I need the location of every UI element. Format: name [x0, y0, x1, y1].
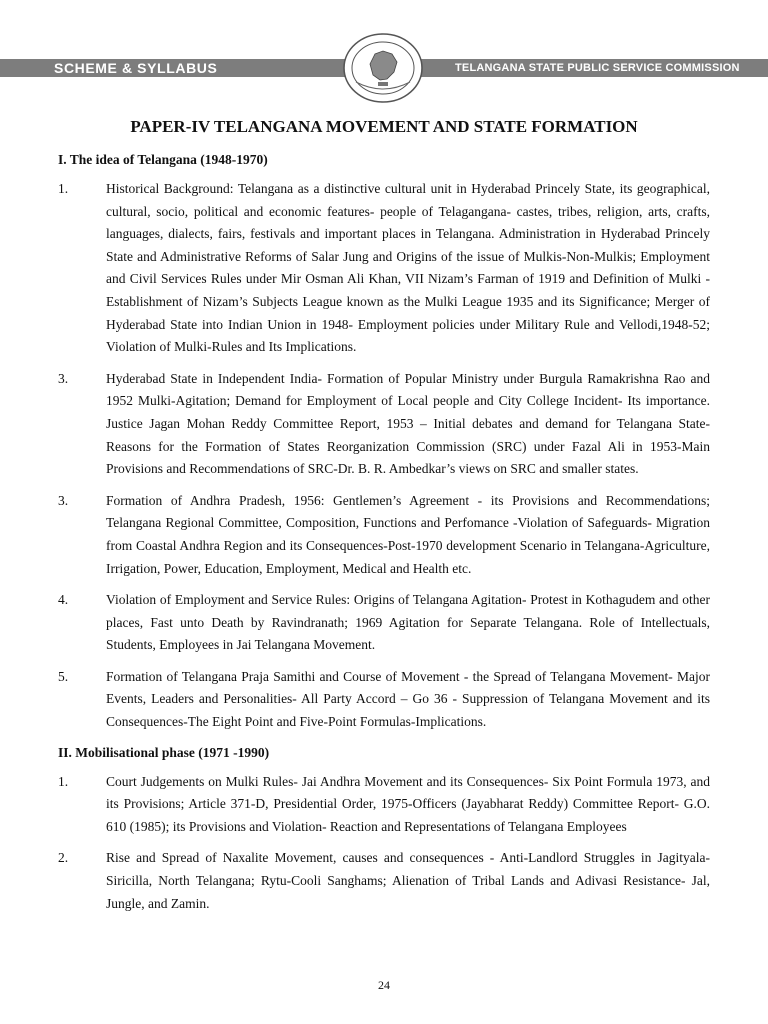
- syllabus-item: [58, 666, 710, 734]
- item-number: 4.: [58, 592, 69, 608]
- section-heading-idea-of-telangana: I. The idea of Telangana (1948-1970): [58, 152, 268, 167]
- item-text: Violation of Employment and Service Rules: Origins of Telangana Agitation- Protest in Kothagudem and other places, Fast unto Death by Ravindranath; 1969 Agitation for Separate Telangana. Role of Intellectuals, Students, Employees in Jai Telangana Movement.: [106, 592, 710, 653]
- syllabus-item: [58, 771, 710, 839]
- paper-title: PAPER-IV TELANGANA MOVEMENT AND STATE FORMATION: [130, 117, 638, 136]
- item-text: Historical Background: Telangana as a distinctive cultural unit in Hyderabad Princely State, its geographical, cultural, socio, political and economic features- people of Telagangana- castes, tribes, religion, arts, crafts, languages, dialects, fairs, festivals and important places in Telangana. Administration in Hyderabad Princely State and Administrative Reforms of Salar Jung and Origins of the issue of Mulkis-Non-Mulkis; Employment and Civil Services Rules under Mir Osman Ali Khan, VII Nizam’s Farman of 1919 and Definition of Mulki - Establishment of Nizam’s Subjects League known as the Mulki League 1935 and its Significance; Merger of Hyderabad State into Indian Union in 1948- Employment policies under Military Rule and Vellodi,1948-52; Violation of Mulki-Rules and Its Implications.: [106, 181, 710, 355]
- section-heading-mobilisational-phase: II. Mobilisational phase (1971 -1990): [58, 744, 270, 760]
- item-text: Rise and Spread of Naxalite Movement, causes and consequences - Anti-Landlord Struggles in Jagityala-Siricilla, North Telangana; Rytu-Cooli Sanghams; Alienation of Tribal Lands and Adivasi Resistance- Jal, Jungle, and Zamin.: [106, 850, 710, 911]
- commission-name-label: TELANGANA STATE PUBLIC SERVICE COMMISSION: [455, 62, 740, 74]
- commission-seal-logo: [342, 32, 424, 104]
- syllabus-content: [58, 150, 710, 924]
- syllabus-item: [58, 589, 710, 657]
- item-text: Formation of Telangana Praja Samithi and Course of Movement - the Spread of Telangana Movement- Major Events, Leaders and Personalities- All Party Accord – Go 36 - Suppression of Telangana Movement and its Consequences-The Eight Point and Five-Point Formulas-Implications.: [106, 668, 710, 730]
- item-number: 5.: [58, 668, 69, 684]
- syllabus-item: [58, 368, 710, 481]
- item-number: 3.: [58, 370, 69, 386]
- item-number: 1.: [58, 181, 69, 196]
- item-number: 2.: [58, 850, 69, 866]
- item-text: Court Judgements on Mulki Rules- Jai Andhra Movement and its Consequences- Six Point Formula 1973, and its Provisions; Article 371-D, Presidential Order, 1975-Officers (Jayabharat Reddy) Committee Report- G.O. 610 (1985); its Provisions and Violation- Reaction and Representations of Telangana Employees: [106, 773, 710, 834]
- page-number: 24: [378, 978, 390, 992]
- scheme-syllabus-label: SCHEME & SYLLABUS: [54, 60, 218, 76]
- item-text: Hyderabad State in Independent India- Formation of Popular Ministry under Burgula Ramakrishna Rao and 1952 Mulki-Agitation; Demand for Employment of Local people and City College Incident- Its importance. Justice Jagan Mohan Reddy Committee Report, 1953 – Initial debates and demand for Telangana State-Reasons for the Formation of States Reorganization Commission (SRC) under Fazal Ali in 1953-Main Provisions and Recommendations of SRC-Dr. B. R. Ambedkar’s views on SRC and smaller states.: [106, 370, 710, 477]
- item-text: Formation of Andhra Pradesh, 1956: Gentlemen’s Agreement - its Provisions and Recommendations; Telangana Regional Committee, Composition, Functions and Perfomance -Violation of Safeguards- Migration from Coastal Andhra Region and its Consequences-Post-1970 development Scenario in Telangana-Agriculture, Irrigation, Power, Education, Employment, Medical and Health etc.: [106, 492, 710, 576]
- item-number: 3.: [58, 492, 69, 508]
- syllabus-item: [58, 178, 710, 359]
- syllabus-item: [58, 490, 710, 580]
- syllabus-item: [58, 847, 710, 915]
- item-number: 1.: [58, 773, 69, 789]
